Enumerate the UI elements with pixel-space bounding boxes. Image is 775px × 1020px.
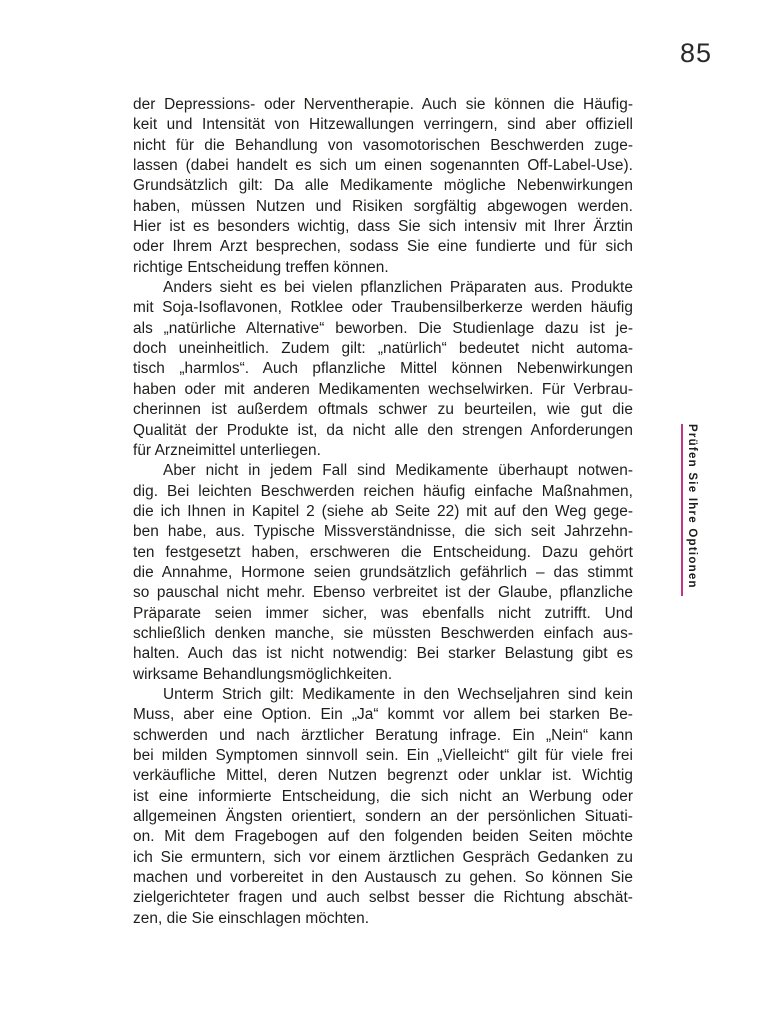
- running-head-accent-rule: [681, 424, 683, 596]
- text-line: verkäufliche Mittel, deren Nutzen begrenzt oder unklar ist. Wichtig: [133, 767, 633, 785]
- text-line: lassen (dabei handelt es sich um einen sogenannten Off-Label-Use).: [133, 157, 633, 175]
- text-line: haben oder mit anderen Medikamenten wechselwirken. Für Verbrau-: [133, 380, 633, 398]
- text-line: keit und Intensität von Hitzewallungen verringern, sind aber offiziell: [133, 116, 633, 134]
- text-line: als „natürliche Alternative“ beworben. Die Studienlage dazu ist je-: [133, 319, 633, 337]
- paragraph: [133, 278, 633, 461]
- text-line: doch uneinheitlich. Zudem gilt: „natürlich“ bedeutet nicht automa-: [133, 340, 633, 358]
- text-line: wirksame Behandlungsmöglichkeiten.: [133, 665, 393, 683]
- page-number: 85: [679, 38, 712, 68]
- text-line: Muss, aber eine Option. Ein „Ja“ kommt vor allem bei starken Be-: [133, 706, 633, 724]
- text-line: ten festgesetzt haben, erschweren die Entscheidung. Dazu gehört: [133, 543, 633, 561]
- text-line: ben habe, aus. Typische Missverständnisse, die sich seit Jahrzehn-: [133, 523, 633, 541]
- text-line: ich Sie ermuntern, sich vor einem ärztlichen Gespräch Gedanken zu: [133, 848, 633, 866]
- text-line: oder Ihrem Arzt besprechen, sodass Sie eine fundierte und für sich: [133, 238, 633, 256]
- text-line: bei milden Symptomen sinnvoll sein. Ein „Vielleicht“ gilt für viele frei: [133, 747, 633, 764]
- text-line: Anders sieht es bei vielen pflanzlichen Präparaten aus. Produkte: [163, 279, 633, 297]
- text-line: dig. Bei leichten Beschwerden reichen häufig einfache Maßnahmen,: [133, 482, 633, 500]
- text-line: zielgerichteter fragen und auch selbst besser die Richtung abschät-: [133, 889, 633, 907]
- text-line: für Arzneimittel unterliegen.: [133, 441, 321, 459]
- text-line: on. Mit dem Fragebogen auf den folgenden beiden Seiten möchte: [133, 828, 633, 846]
- text-line: mit Soja-Isoflavonen, Rotklee oder Traubensilberkerze werden häufig: [133, 299, 633, 317]
- paragraph: [133, 685, 633, 929]
- text-line: der Depressions- oder Nerventherapie. Auch sie können die Häufig-: [133, 96, 633, 113]
- text-line: die ich Ihnen in Kapitel 2 (siehe ab Seite 22) mit auf den Weg gege-: [133, 502, 633, 520]
- text-line: Hier ist es besonders wichtig, dass Sie sich intensiv mit Ihrer Ärztin: [133, 218, 633, 236]
- text-line: nicht für die Behandlung von vasomotorischen Beschwerden zuge-: [133, 136, 633, 154]
- text-line: schließlich denken manche, sie müssten Beschwerden einfach aus-: [133, 624, 633, 642]
- text-line: machen und vorbereitet in den Austausch zu gehen. So können Sie: [133, 869, 633, 887]
- text-line: cherinnen ist außerdem oftmals schwer zu beurteilen, wie gut die: [133, 401, 633, 419]
- text-line: die Annahme, Hormone seien grundsätzlich gefährlich – das stimmt: [133, 563, 633, 581]
- text-line: halten. Auch das ist nicht notwendig: Bei starker Belastung gibt es: [133, 645, 633, 663]
- text-line: ist eine informierte Entscheidung, die sich nicht an Werbung oder: [133, 787, 633, 805]
- text-line: haben, müssen Nutzen und Risiken sorgfältig abgewogen werden.: [133, 197, 633, 215]
- text-line: zen, die Sie einschlagen möchten.: [133, 909, 370, 927]
- text-line: schwerden und nach ärztlicher Beratung infrage. Ein „Nein“ kann: [133, 726, 633, 744]
- text-line: allgemeinen Ängsten orientiert, sondern an der persönlichen Situati-: [133, 808, 633, 826]
- paragraph: [133, 95, 633, 278]
- text-line: so pauschal nicht mehr. Ebenso verbreitet ist der Glaube, pflanzliche: [133, 584, 633, 602]
- paragraph: [133, 461, 633, 685]
- text-line: tisch „harmlos“. Auch pflanzliche Mittel können Nebenwirkungen: [133, 360, 633, 378]
- running-head-text: Prüfen Sie Ihre Optionen: [686, 424, 698, 589]
- text-line: Qualität der Produkte ist, da nicht alle den strengen Anforderungen: [133, 421, 633, 439]
- text-line: Grundsätzlich gilt: Da alle Medikamente mögliche Nebenwirkungen: [133, 177, 633, 195]
- running-head: [681, 424, 699, 596]
- text-line: Unterm Strich gilt: Medikamente in den Wechseljahren sind kein: [163, 685, 633, 703]
- text-line: Präparate seien immer sicher, was ebenfalls nicht zutrifft. Und: [133, 604, 633, 622]
- text-line: richtige Entscheidung treffen können.: [133, 258, 389, 276]
- body-text: [133, 95, 633, 929]
- text-line: Aber nicht in jedem Fall sind Medikamente überhaupt notwen-: [163, 462, 633, 480]
